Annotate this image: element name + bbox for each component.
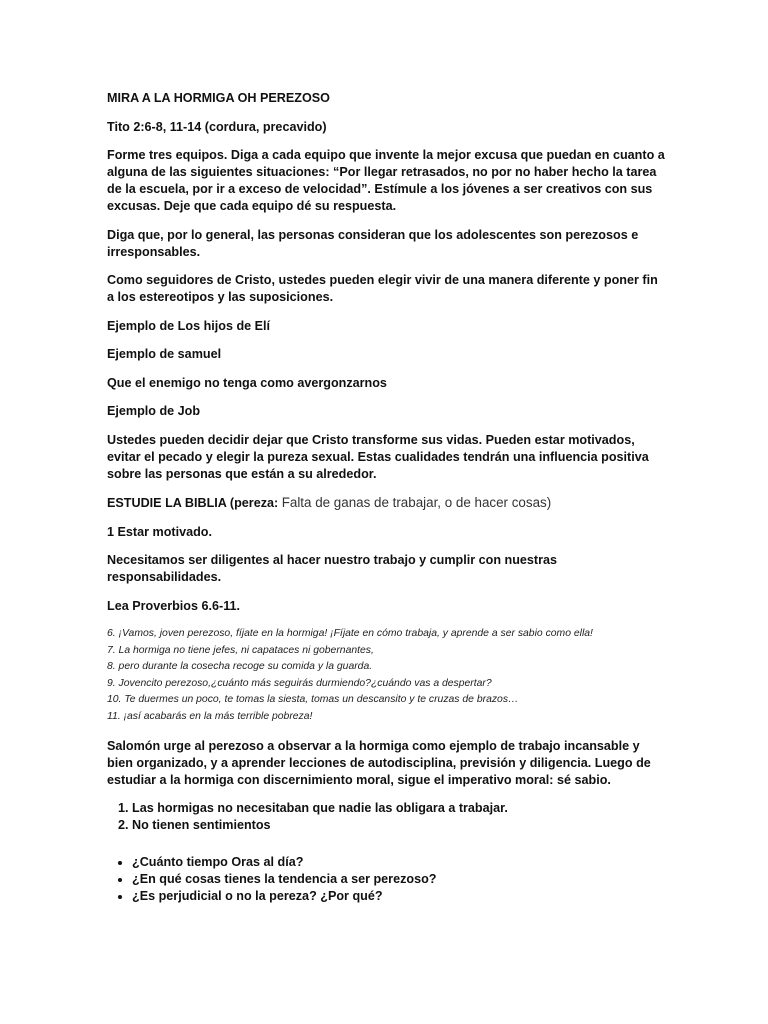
point-one: 1 Estar motivado. bbox=[107, 524, 212, 539]
study-heading: ESTUDIE LA BIBLIA (pereza: bbox=[107, 496, 279, 510]
study-heading-line bbox=[107, 494, 667, 512]
numbered-item: 2. No tienen sentimientos bbox=[132, 817, 667, 834]
paragraph-general: Diga que, por lo general, las personas consideran que los adolescentes son perezosos e irresponsables. bbox=[107, 227, 639, 259]
numbered-list bbox=[107, 800, 667, 834]
verse-line: 10. Te duermes un poco, te tomas la siesta, tomas un descansito y te cruzas de brazos… bbox=[107, 694, 519, 706]
paragraph-diligent: Necesitamos ser diligentes al hacer nuestro trabajo y cumplir con nuestras responsabilidades. bbox=[107, 553, 558, 584]
read-reference: Lea Proverbios 6.6-11. bbox=[107, 598, 241, 613]
question-list bbox=[107, 854, 667, 905]
question-item: • ¿Cuánto tiempo Oras al día? bbox=[132, 854, 667, 871]
verse-line: 9. Jovencito perezoso,¿cuánto más seguirás durmiendo?¿cuándo vas a despertar? bbox=[107, 677, 492, 689]
paragraph-teams: Forme tres equipos. Diga a cada equipo que invente la mejor excusa que puedan en cuanto a alguna de las siguientes situaciones: “Por llegar retrasados, no por no haber hecho la tarea de la escuela, por ir a exceso de velocidad”. Estímule a los jóvenes a ser creativos con sus excusas. Deje que cada equipo dé su respuesta. bbox=[107, 148, 665, 213]
verse-list bbox=[107, 626, 667, 726]
example-samuel: Ejemplo de samuel bbox=[107, 347, 222, 361]
example-job: Ejemplo de Job bbox=[107, 404, 201, 418]
paragraph-followers: Como seguidores de Cristo, ustedes pueden elegir vivir de una manera diferente y poner fin a los estereotipos y las suposiciones. bbox=[107, 273, 658, 304]
question-item: • ¿En qué cosas tienes la tendencia a ser perezoso? bbox=[132, 871, 667, 888]
paragraph-decide: Ustedes pueden decidir dejar que Cristo transforme sus vidas. Pueden estar motivados, evitar el pecado y elegir la pureza sexual. Estas cualidades tendrán una influencia positiva sobre las personas que están a su alrededor. bbox=[107, 432, 649, 481]
verse-line: 7. La hormiga no tiene jefes, ni capataces ni gobernantes, bbox=[107, 644, 374, 656]
document-title: MIRA A LA HORMIGA OH PEREZOSO bbox=[107, 91, 330, 105]
verse-line: 8. pero durante la cosecha recoge su comida y la guarda. bbox=[107, 661, 373, 673]
verse-line: 11. ¡así acabarás en la más terrible pobreza! bbox=[107, 710, 313, 722]
question-item: • ¿Es perjudicial o no la pereza? ¿Por qué? bbox=[132, 888, 667, 905]
numbered-item: 1. Las hormigas no necesitaban que nadie las obligara a trabajar. bbox=[132, 800, 667, 817]
example-eli: Ejemplo de Los hijos de Elí bbox=[107, 318, 271, 333]
enemy-line: Que el enemigo no tenga como avergonzarnos bbox=[107, 375, 387, 390]
study-definition: Falta de ganas de trabajar, o de hacer cosas) bbox=[281, 495, 552, 510]
document-page bbox=[107, 90, 667, 905]
scripture-reference: Tito 2:6-8, 11-14 (cordura, precavido) bbox=[107, 119, 327, 134]
paragraph-solomon: Salomón urge al perezoso a observar a la hormiga como ejemplo de trabajo incansable y bien organizado, y a aprender lecciones de autodisciplina, previsión y diligencia. Luego de estudiar a la hormiga con discernimiento moral, sigue el imperativo moral: sé sabio. bbox=[107, 738, 651, 787]
verse-line: 6. ¡Vamos, joven perezoso, fíjate en la hormiga! ¡Fíjate en cómo trabaja, y aprende a ser sabio como ella! bbox=[107, 628, 593, 639]
